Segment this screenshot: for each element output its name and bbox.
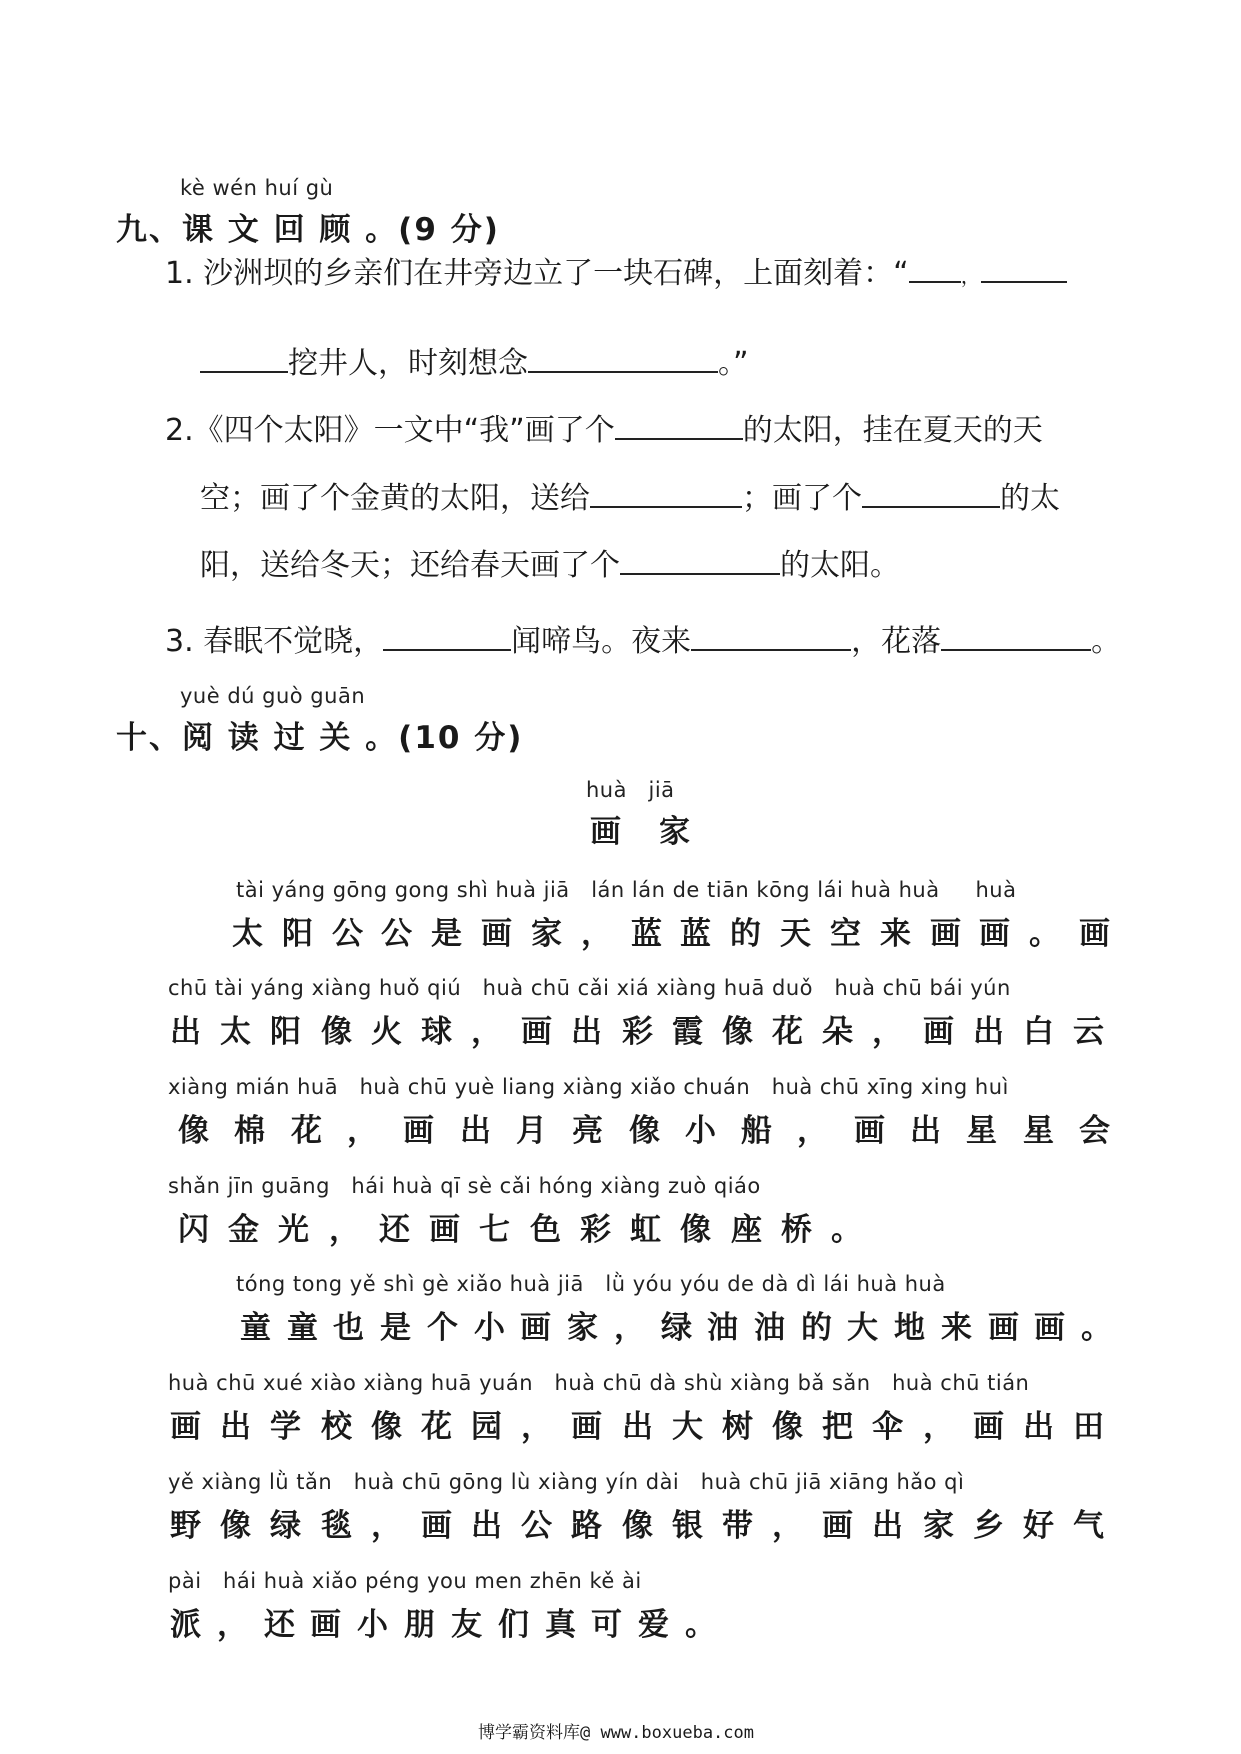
passage-char: 桥 [781, 1212, 812, 1248]
q2-text-2: 的太阳，挂在夏天的天 [742, 413, 1043, 448]
passage-char: 。 [1081, 1310, 1112, 1346]
passage-char: 像 [622, 1508, 653, 1544]
passage-char: 把 [822, 1409, 853, 1445]
passage-char: 田 [1073, 1409, 1104, 1445]
passage-char: ， [347, 1113, 378, 1149]
passage-pinyin-line: pài hái huà xiǎo péng you men zhēn kě ài [168, 1569, 642, 1593]
passage-char: 出 [872, 1508, 903, 1544]
passage-char: ， [797, 1113, 828, 1149]
passage-char: 船 [741, 1113, 772, 1149]
passage-char: 学 [270, 1409, 301, 1445]
passage-char: 来 [880, 916, 911, 952]
q2-blank-3[interactable] [862, 480, 1000, 508]
section9-pinyin: kè wén huí gù [180, 176, 334, 200]
passage-char: 画 [429, 1212, 460, 1248]
passage-char: 像 [772, 1409, 803, 1445]
passage-char: 棉 [234, 1113, 265, 1149]
q2-blank-2[interactable] [590, 480, 742, 508]
passage-char: 是 [380, 1310, 411, 1346]
passage-char: ， [614, 1310, 645, 1346]
passage-char: 太 [232, 916, 263, 952]
passage-char: 会 [1079, 1113, 1110, 1149]
q3-blank-1[interactable] [383, 623, 511, 651]
passage-char: 像 [371, 1409, 402, 1445]
passage-char: ， [371, 1508, 402, 1544]
passage-pinyin-line: xiàng mián huā huà chū yuè liang xiàng xiǎo chuán huà chū xīng xing huì [168, 1075, 1009, 1099]
passage-char: 毯 [321, 1508, 352, 1544]
passage-char: 画 [310, 1607, 341, 1643]
footer-watermark: 博学霸资料库@ www.boxueba.com [478, 1723, 754, 1743]
passage-char: 友 [451, 1607, 482, 1643]
passage-char: 伞 [872, 1409, 903, 1445]
passage-char: 园 [471, 1409, 502, 1445]
passage-char: 公 [381, 916, 412, 952]
passage-char: 绿 [270, 1508, 301, 1544]
passage-char: 的 [730, 916, 761, 952]
section10-pinyin: yuè dú guò guān [180, 684, 366, 708]
passage-char: 火 [371, 1014, 402, 1050]
passage-char: 座 [731, 1212, 762, 1248]
passage-pinyin-line: huà chū xué xiào xiàng huā yuán huà chū dà shù xiàng bǎ sǎn huà chū tián [168, 1371, 1030, 1395]
passage-pinyin-line: yě xiàng lǜ tǎn huà chū gōng lù xiàng yín dài huà chū jiā xiāng hǎo qì [168, 1470, 965, 1494]
passage-char: 朵 [822, 1014, 853, 1050]
passage-char: 出 [460, 1113, 491, 1149]
passage-char: 画 [403, 1113, 434, 1149]
q2-text-1: 2.《四个太阳》一文中“我”画了个 [165, 413, 615, 448]
passage-char: 七 [479, 1212, 510, 1248]
passage-char: 家 [531, 916, 562, 952]
passage-char: 朋 [404, 1607, 435, 1643]
passage-char: 像 [321, 1014, 352, 1050]
passage-char: 金 [228, 1212, 259, 1248]
passage-char: 油 [754, 1310, 785, 1346]
q3-text-3: ，花落 [851, 624, 942, 659]
q2-text-7: 的太阳。 [780, 548, 900, 583]
passage-char: 爱 [638, 1607, 669, 1643]
passage-char: 霞 [672, 1014, 703, 1050]
passage-char: 出 [220, 1409, 251, 1445]
passage-char: 出 [622, 1409, 653, 1445]
passage-char: 银 [672, 1508, 703, 1544]
passage-char: 画 [979, 916, 1010, 952]
passage-char: 月 [516, 1113, 547, 1149]
q3-text-2: 闻啼鸟。夜来 [511, 624, 692, 659]
q2-line3 [200, 540, 900, 584]
passage-char: 野 [170, 1508, 201, 1544]
q1-comma: ， [960, 264, 981, 288]
passage-char: 太 [220, 1014, 251, 1050]
q1-line2 [200, 338, 749, 382]
q3-text-1: 3. 春眠不觉晓， [165, 624, 384, 659]
passage-char: 云 [1073, 1014, 1104, 1050]
passage-pinyin-line: chū tài yáng xiàng huǒ qiú huà chū cǎi xiá xiàng huā duǒ huà chū bái yún [168, 976, 1011, 1000]
passage-char: 童 [240, 1310, 271, 1346]
passage-char: 蓝 [680, 916, 711, 952]
passage-char: 出 [170, 1014, 201, 1050]
passage-char: 也 [333, 1310, 364, 1346]
passage-char: 出 [471, 1508, 502, 1544]
passage-char: 空 [830, 916, 861, 952]
passage-char: 闪 [178, 1212, 209, 1248]
passage-char: ， [329, 1212, 360, 1248]
passage-char: ， [872, 1014, 903, 1050]
q3-line [165, 616, 1121, 660]
passage-char: 派 [170, 1607, 201, 1643]
passage-char: 花 [421, 1409, 452, 1445]
q1-blank-1[interactable] [909, 255, 961, 283]
passage-title: 画家 [590, 814, 728, 850]
passage-char: 虹 [630, 1212, 661, 1248]
passage-char: 画 [521, 1014, 552, 1050]
passage-char: ， [923, 1409, 954, 1445]
passage-char: 路 [571, 1508, 602, 1544]
passage-char: 像 [680, 1212, 711, 1248]
passage-char: 公 [521, 1508, 552, 1544]
passage-char: 画 [1034, 1310, 1065, 1346]
passage-char: 亮 [572, 1113, 603, 1149]
passage-char: 绿 [661, 1310, 692, 1346]
passage-char: 阳 [282, 916, 313, 952]
passage-char: 星 [1023, 1113, 1054, 1149]
passage-char: ， [521, 1409, 552, 1445]
passage-char: 。 [831, 1212, 862, 1248]
passage-char: 好 [1023, 1508, 1054, 1544]
q1-text-3: 。” [718, 346, 749, 381]
passage-char: 花 [772, 1014, 803, 1050]
passage-char: 小 [685, 1113, 716, 1149]
passage-pinyin-line: tóng tong yě shì gè xiǎo huà jiā lǜ yóu yóu de dà dì lái huà huà [236, 1272, 946, 1296]
passage-char: 画 [923, 1014, 954, 1050]
passage-char: 像 [722, 1014, 753, 1050]
passage-char: 是 [431, 916, 462, 952]
passage-char: 小 [357, 1607, 388, 1643]
q2-text-5: 的太 [1000, 481, 1060, 516]
passage-char: 大 [672, 1409, 703, 1445]
passage-char: 画 [973, 1409, 1004, 1445]
passage-char: 。 [1029, 916, 1060, 952]
q1-text-1: 1. 沙洲坝的乡亲们在井旁边立了一块石碑，上面刻着：“ [165, 256, 909, 291]
q3-blank-3[interactable] [941, 623, 1091, 651]
passage-char: 像 [220, 1508, 251, 1544]
passage-char: 画 [1079, 916, 1110, 952]
passage-char: ， [217, 1607, 248, 1643]
q2-line2 [200, 473, 1060, 517]
q1-blank-1b[interactable] [981, 255, 1067, 283]
passage-char: 像 [178, 1113, 209, 1149]
passage-char: 们 [498, 1607, 529, 1643]
passage-pinyin-line: tài yáng gōng gong shì huà jiā lán lán de tiān kōng lái huà huà huà [236, 878, 1017, 902]
passage-char: 蓝 [631, 916, 662, 952]
passage-title-pinyin: huà jiā [586, 778, 675, 802]
passage-char: 白 [1023, 1014, 1054, 1050]
q2-text-3: 空；画了个金黄的太阳，送给 [200, 481, 590, 516]
q2-text-4: ；画了个 [742, 481, 862, 516]
passage-char: 个 [427, 1310, 458, 1346]
passage-char: 花 [291, 1113, 322, 1149]
q2-line1 [165, 405, 1043, 449]
passage-char: 画 [481, 916, 512, 952]
passage-char: ， [581, 916, 612, 952]
passage-char: 阳 [270, 1014, 301, 1050]
passage-char: ， [772, 1508, 803, 1544]
passage-char: 画 [854, 1113, 885, 1149]
passage-char: 色 [530, 1212, 561, 1248]
passage-char: 小 [474, 1310, 505, 1346]
section10-heading: 十、阅 读 过 关 。(10 分) [116, 720, 524, 756]
passage-char: 。 [685, 1607, 716, 1643]
passage-char: 画 [988, 1310, 1019, 1346]
q2-text-6: 阳，送给冬天；还给春天画了个 [200, 548, 620, 583]
passage-char: 大 [847, 1310, 878, 1346]
passage-char: 画 [930, 916, 961, 952]
passage-char: 还 [379, 1212, 410, 1248]
passage-char: 家 [567, 1310, 598, 1346]
passage-char: 出 [1023, 1409, 1054, 1445]
passage-char: 带 [722, 1508, 753, 1544]
passage-char: 地 [894, 1310, 925, 1346]
q2-blank-4[interactable] [620, 547, 780, 575]
passage-char: 球 [421, 1014, 452, 1050]
passage-char: 童 [287, 1310, 318, 1346]
passage-pinyin-line: shǎn jīn guāng hái huà qī sè cǎi hóng xiàng zuò qiáo [168, 1174, 761, 1198]
passage-char: 校 [321, 1409, 352, 1445]
q1-line1 [165, 248, 1067, 292]
passage-char: 可 [591, 1607, 622, 1643]
passage-char: 彩 [580, 1212, 611, 1248]
q1-text-2: 挖井人，时刻想念 [288, 346, 528, 381]
passage-char: 真 [545, 1607, 576, 1643]
q2-blank-1[interactable] [615, 412, 743, 440]
passage-char: 画 [822, 1508, 853, 1544]
passage-char: 出 [973, 1014, 1004, 1050]
passage-char: 的 [801, 1310, 832, 1346]
q3-blank-2[interactable] [691, 623, 851, 651]
passage-char: 公 [332, 916, 363, 952]
q1-blank-3[interactable] [528, 345, 718, 373]
passage-char: 光 [278, 1212, 309, 1248]
passage-char: 画 [571, 1409, 602, 1445]
passage-char: ， [471, 1014, 502, 1050]
passage-char: 家 [923, 1508, 954, 1544]
passage-char: 天 [780, 916, 811, 952]
passage-char: 画 [520, 1310, 551, 1346]
passage-char: 彩 [622, 1014, 653, 1050]
passage-char: 星 [966, 1113, 997, 1149]
passage-char: 来 [941, 1310, 972, 1346]
passage-char: 还 [264, 1607, 295, 1643]
passage-char: 画 [170, 1409, 201, 1445]
passage-char: 出 [910, 1113, 941, 1149]
q1-blank-2[interactable] [200, 345, 288, 373]
q3-text-4: 。 [1091, 624, 1122, 659]
passage-char: 乡 [973, 1508, 1004, 1544]
passage-char: 出 [571, 1014, 602, 1050]
passage-char: 像 [629, 1113, 660, 1149]
passage-char: 树 [722, 1409, 753, 1445]
passage-char: 油 [707, 1310, 738, 1346]
passage-char: 气 [1073, 1508, 1104, 1544]
passage-char: 画 [421, 1508, 452, 1544]
section9-heading: 九、课 文 回 顾 。(9 分) [116, 212, 500, 248]
